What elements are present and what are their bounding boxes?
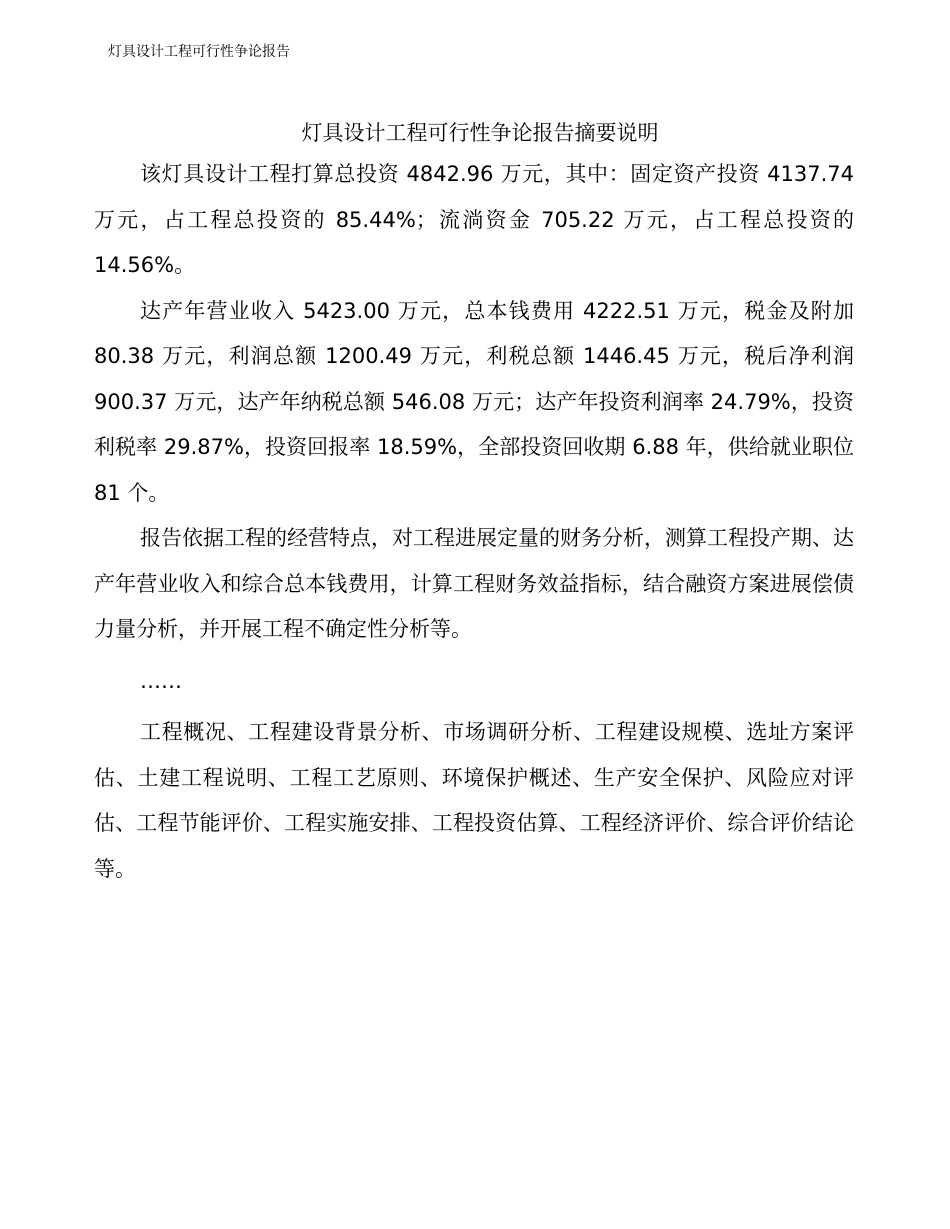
paragraph-financial-indicators: 达产年营业收入 5423.00 万元，总本钱费用 4222.51 万元，税金及附加 80.38 万元，利润总额 1200.49 万元，利税总额 1446.45 万元，税后净利润 900.37 万元，达产年纳税总额 546.08 万元；达产年投资利润率 24.79%，投资利税率 29.87%，投资回报率 18.59%，全部投资回收期 6.88 年，供给就业职位 81 个。 bbox=[94, 298, 854, 505]
paragraph-ellipsis: …… bbox=[140, 668, 182, 693]
paragraph-investment-summary: 该灯具设计工程打算总投资 4842.96 万元，其中：固定资产投资 4137.74 万元，占工程总投资的 85.44%；流淌资金 705.22 万元，占工程总投资的 14.56%。 bbox=[94, 162, 854, 277]
paragraph-contents-overview: 工程概况、工程建设背景分析、市场调研分析、工程建设规模、选址方案评估、土建工程说明、工程工艺原则、环境保护概述、生产安全保护、风险应对评估、工程节能评价、工程实施安排、工程投资估算、工程经济评价、综合评价结论等。 bbox=[94, 720, 854, 881]
document-title: 灯具设计工程可行性争论报告摘要说明 bbox=[301, 121, 659, 145]
running-header: 灯具设计工程可行性争论报告 bbox=[108, 44, 290, 60]
document-body bbox=[94, 114, 854, 892]
paragraph-analysis-basis: 报告依据工程的经营特点，对工程进展定量的财务分析，测算工程投产期、达产年营业收入和综合总本钱费用，计算工程财务效益指标，结合融资方案进展偿债力量分析，并开展工程不确定性分析等。 bbox=[94, 526, 854, 641]
